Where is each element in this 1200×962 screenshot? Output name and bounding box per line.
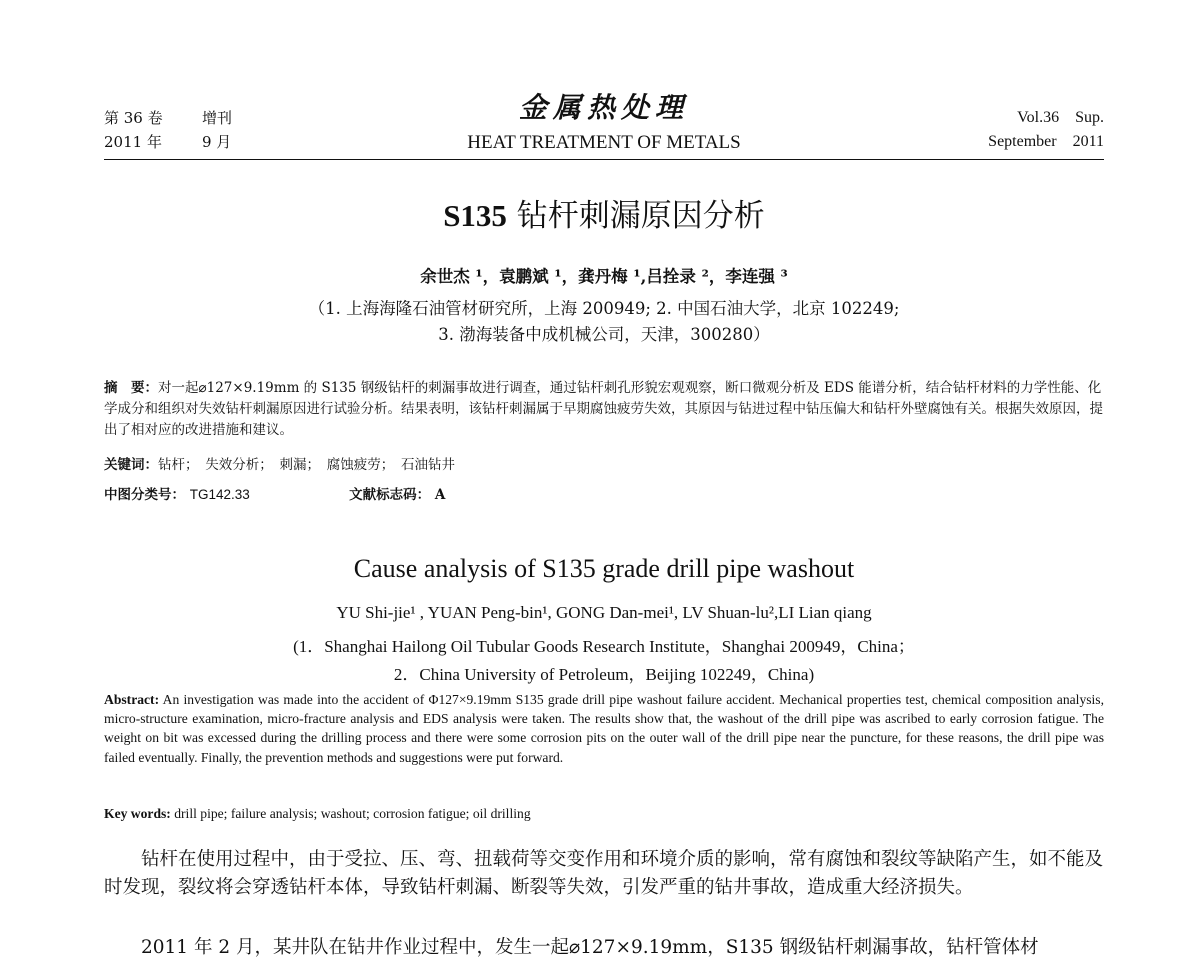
abstract-cn bbox=[104, 378, 1104, 441]
title-grade: S135 bbox=[443, 198, 507, 233]
keywords-en-text: drill pipe; failure analysis; washout; corrosion fatigue; oil drilling bbox=[170, 806, 531, 821]
body-paragraph-2: 2011 年 2 月，某井队在钻井作业过程中，发生一起⌀127×9.19mm，S135 钢级钻杆刺漏事故，钻杆管体材 bbox=[141, 937, 1039, 958]
clc-label: 中图分类号： bbox=[104, 487, 185, 503]
title-rest: 钻杆刺漏原因分析 bbox=[506, 198, 765, 234]
header-divider bbox=[104, 159, 1104, 160]
year-cn: 2011 年 bbox=[104, 133, 162, 151]
keywords-cn-text: 钻杆； 失效分析； 刺漏； 腐蚀疲劳； 石油钻井 bbox=[158, 457, 455, 473]
affiliation-en-line1: (1．Shanghai Hailong Oil Tubular Goods Research Institute，Shanghai 200949，China； bbox=[293, 637, 915, 656]
authors-cn: 余世杰 ¹，袁鹏斌 ¹，龚丹梅 ¹,吕拴录 ²，李连强 ³ bbox=[420, 267, 788, 286]
keywords-cn-label: 关键词： bbox=[104, 457, 158, 473]
journal-name-en: HEAT TREATMENT OF METALS bbox=[467, 132, 741, 153]
volume-cn: 第 36 卷 bbox=[104, 109, 163, 127]
paper-page bbox=[104, 0, 1104, 958]
journal-masthead bbox=[104, 91, 1104, 155]
article-title-en: Cause analysis of S135 grade drill pipe washout bbox=[353, 554, 855, 583]
affiliation-cn-line1: （1. 上海海隆石油管材研究所，上海 200949; 2. 中国石油大学，北京 102249; bbox=[308, 299, 900, 318]
doc-code: A bbox=[434, 487, 446, 503]
abstract-cn-text: 对一起⌀127×9.19mm 的 S135 钢级钻杆的刺漏事故进行调查，通过钻杆刺孔形貌宏观观察，断口微观分析及 EDS 能谱分析，结合钻杆材料的力学性能、化学成分和组织对失效钻杆刺漏原因进行试验分析。结果表明，该钻杆刺漏属于早期腐蚀疲劳失效，其原因与钻进过程中钻压偏大和钻杆外壁腐蚀有关。根据失效原因，提出了相对应的改进措施和建议。 bbox=[104, 380, 1103, 438]
volume-en: Vol.36 bbox=[1017, 109, 1060, 126]
article-title-cn bbox=[104, 196, 1104, 236]
affiliations-en bbox=[104, 633, 1104, 689]
classification-line bbox=[104, 484, 445, 506]
body-paragraph-1: 钻杆在使用过程中，由于受拉、压、弯、扭载荷等交变作用和环境介质的影响，常有腐蚀和裂纹等缺陷产生，如不能及时发现，裂纹将会穿透钻杆本体，导致钻杆刺漏、断裂等失效，引发严重的钻井事故，造成重大经济损失。 bbox=[104, 849, 1104, 898]
keywords-en-label: Key words: bbox=[104, 806, 171, 821]
journal-issue-info-en bbox=[972, 106, 1104, 154]
affiliation-cn-line2: 3. 渤海装备中成机械公司，天津，300280） bbox=[438, 325, 770, 344]
issue-en: Sup. bbox=[1075, 109, 1104, 126]
keywords-en bbox=[104, 804, 531, 823]
abstract-en-label: Abstract: bbox=[104, 692, 160, 707]
month-en: September bbox=[988, 133, 1057, 150]
authors-en: YU Shi-jie¹ , YUAN Peng-bin¹, GONG Dan-mei¹, LV Shuan-lu²,LI Lian qiang bbox=[336, 603, 872, 622]
clc-code: TG142.33 bbox=[189, 487, 250, 502]
abstract-en-text: An investigation was made into the accident of Φ127×9.19mm S135 grade drill pipe washout failure accident. Mechanical properties test, chemical composition analysis, micro-structure examination, micro-fracture analysis and EDS analysis were taken. The results show that, the washout of the drill pipe was ascribed to early corrosion fatigue. The weight on bit was excessed during the drilling process and there were some corrosion pits on the outer wall of the drill pipe near the puncture, for these reasons, the drill pipe was failed eventually. Finally, the prevention methods and suggestions were put forward. bbox=[104, 692, 1104, 765]
journal-name-cn: 金属热处理 bbox=[518, 91, 689, 124]
keywords-cn bbox=[104, 455, 455, 476]
affiliations-cn bbox=[104, 296, 1104, 348]
issue-cn: 增刊 bbox=[202, 109, 233, 127]
abstract-en bbox=[104, 690, 1104, 767]
month-cn: 9 月 bbox=[202, 133, 232, 151]
affiliation-en-line2: 2．China University of Petroleum，Beijing 102249，China) bbox=[393, 665, 815, 684]
abstract-cn-label: 摘 要： bbox=[104, 380, 158, 396]
doc-code-label: 文献标志码： bbox=[349, 487, 431, 503]
year-en: 2011 bbox=[1072, 133, 1104, 150]
